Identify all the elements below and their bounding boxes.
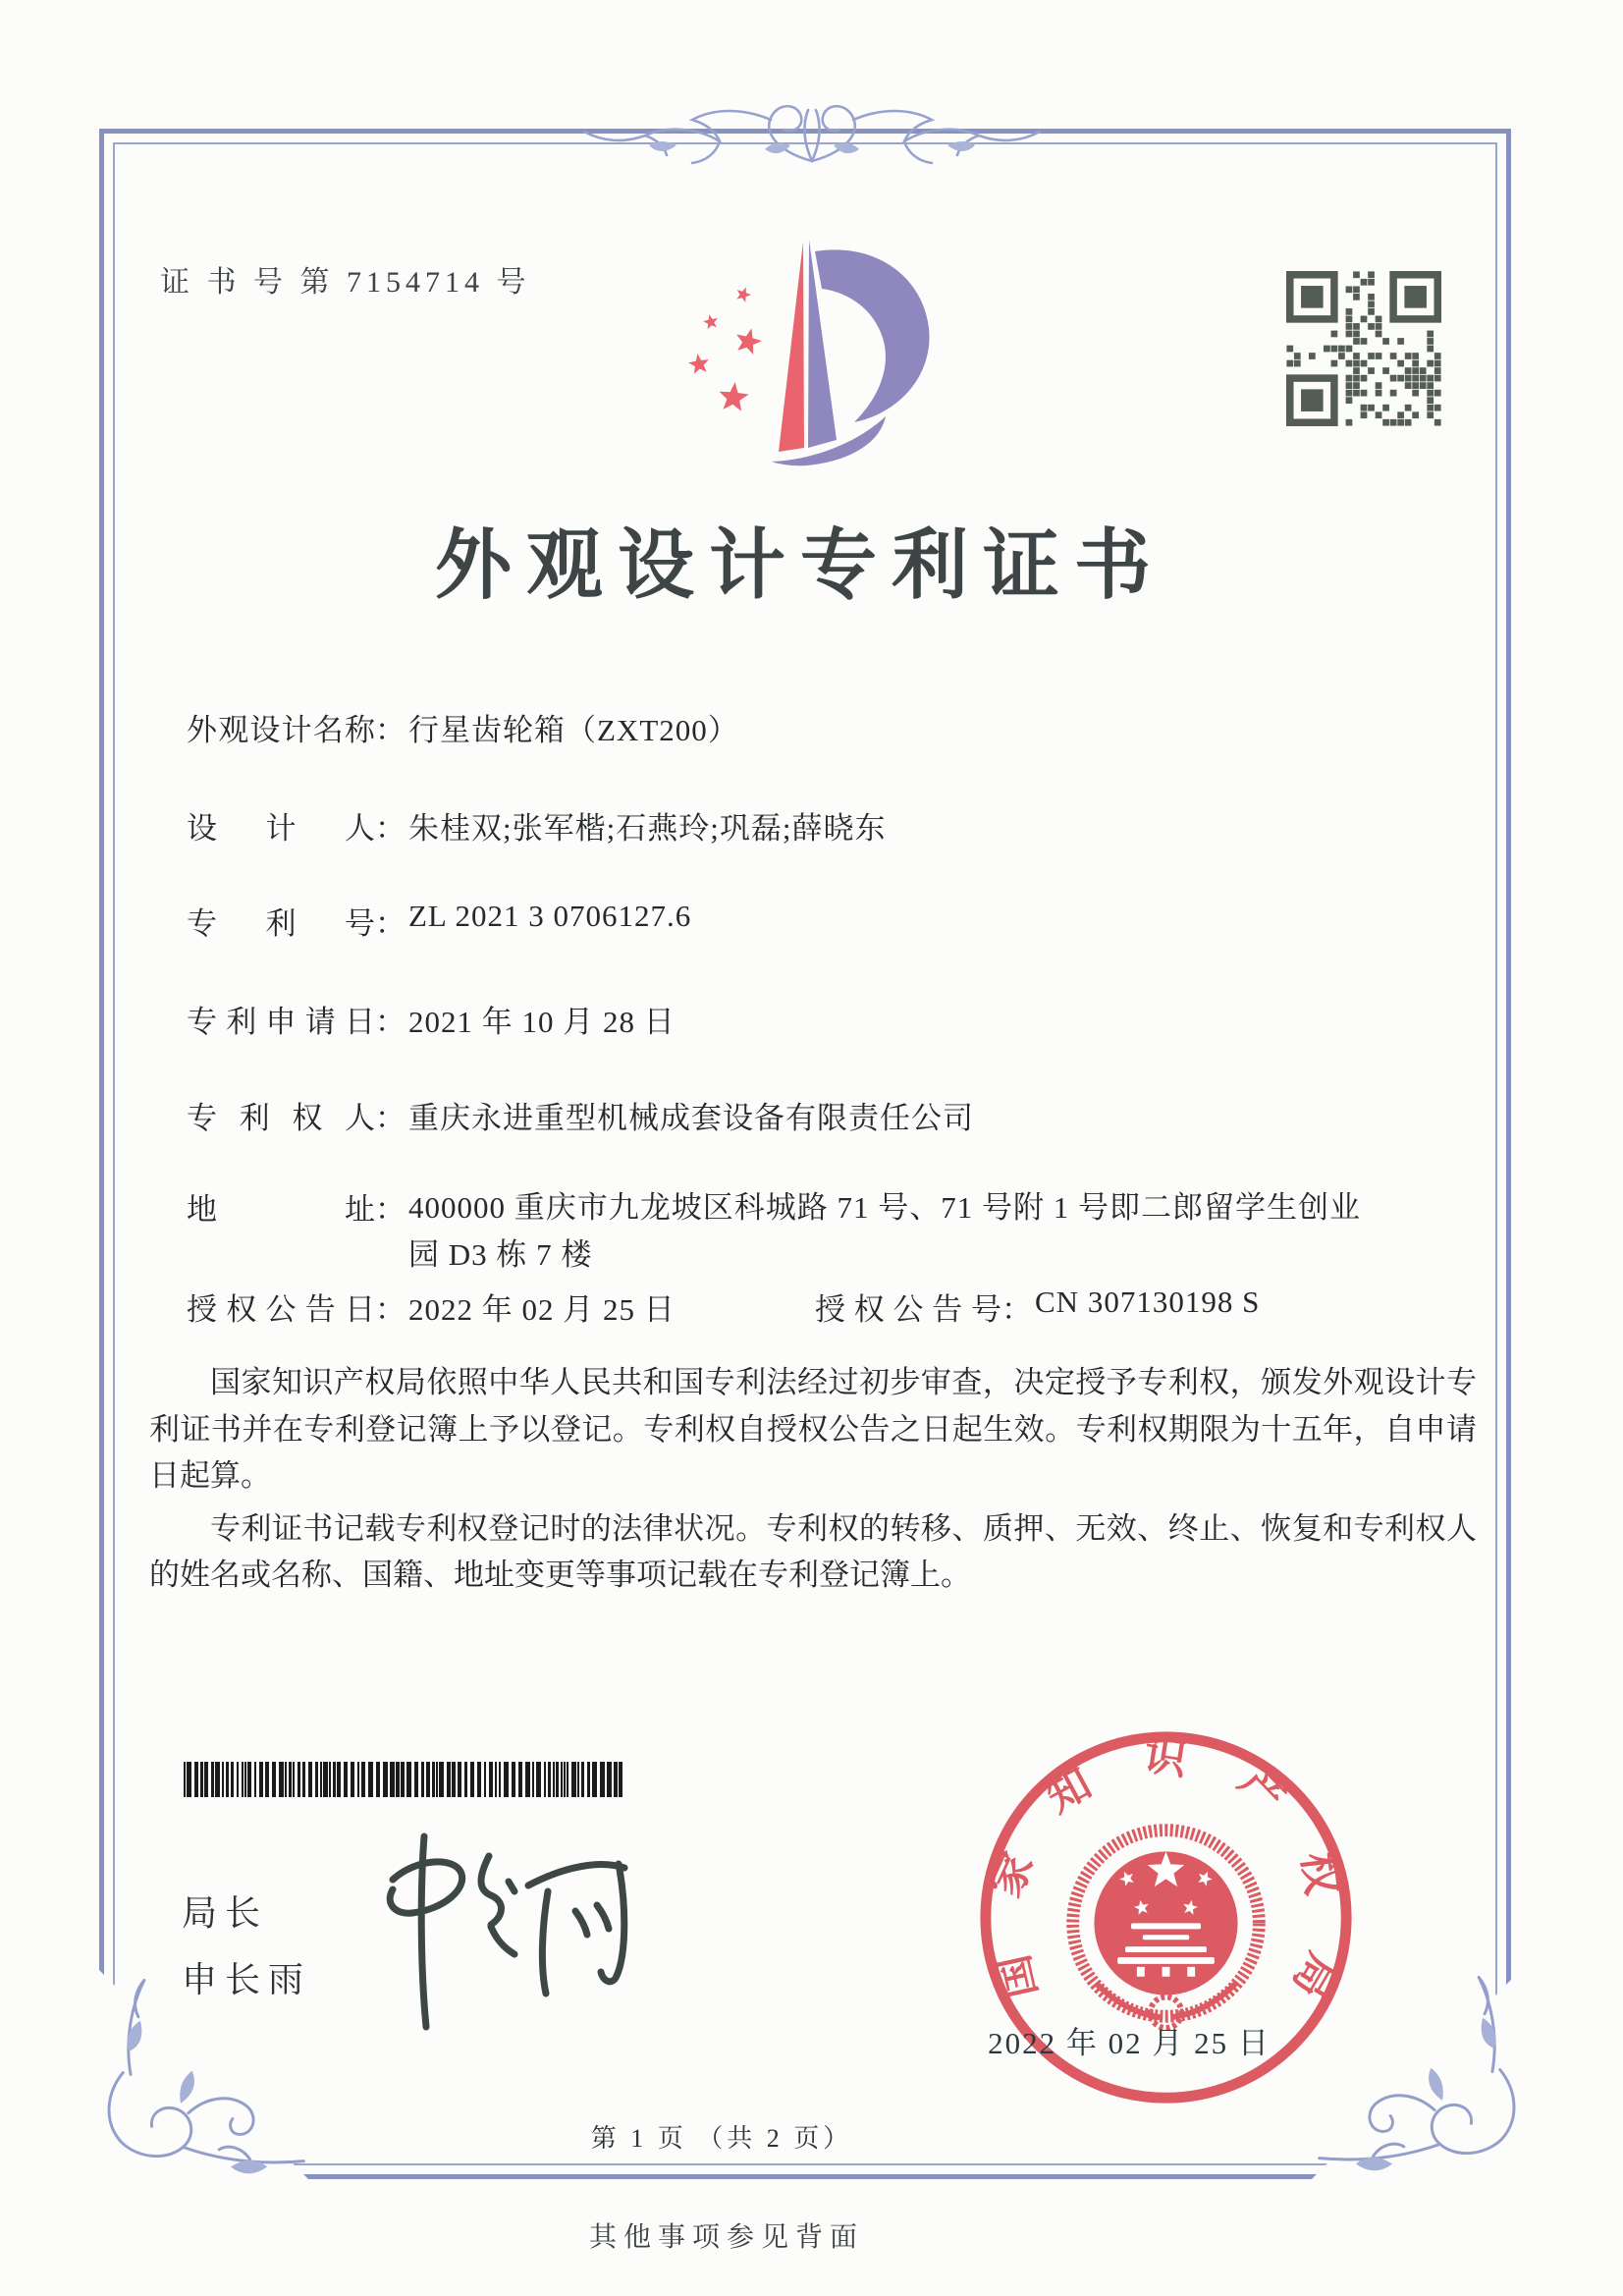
field-value: 400000 重庆市九龙坡区科城路 71 号、71 号附 1 号即二郎留学生创业园 D3 栋 7 楼 [408,1190,1361,1272]
field-label: 地址 [187,1192,375,1227]
field-colon: ： [375,713,406,747]
field-filing-date [187,997,676,1041]
page-number: 第 1 页 （共 2 页） [590,2124,853,2153]
seal-date: 2022 年 02 月 25 日 [988,2026,1271,2060]
field-label: 专利权人 [187,1101,375,1135]
qr-code [1286,271,1441,426]
field-design-name [187,705,739,749]
field-colon: ： [375,906,406,941]
field-label: 授权公告日 [187,1292,375,1327]
reverse-side-note: 其他事项参见背面 [588,2222,864,2253]
field-colon: ： [1001,1292,1032,1327]
certificate-number: 证 书 号 第 7154714 号 [160,266,531,299]
legal-paragraph-1: 国家知识产权局依照中华人民共和国专利法经过初步审查，决定授予专利权，颁发外观设计专利证书并在专利登记簿上予以登记。专利权自授权公告之日起生效。专利权期限为十五年，自申请日起算。 [149,1365,1477,1493]
field-patentee [187,1093,974,1137]
corner-ornament-bottom-left [88,1959,319,2190]
field-address [187,1184,1361,1279]
field-label: 设计人 [187,811,375,846]
field-value: 2022 年 02 月 25 日 [408,1292,676,1327]
field-label: 外观设计名称 [187,713,375,747]
top-ornament [486,84,1138,187]
logo-spire-red [779,242,804,452]
field-value: 朱桂双;张军楷;石燕玲;巩磊;薛晓东 [408,811,887,846]
barcode [184,1762,623,1797]
field-colon: ： [375,1192,406,1227]
director-signature [373,1829,638,2035]
field-label: 专利号 [187,906,375,941]
field-patent-number [187,899,691,943]
field-value: ZL 2021 3 0706127.6 [408,899,692,933]
field-colon: ： [375,811,406,846]
field-grant-date [187,1285,676,1329]
cnipa-logo [648,234,943,469]
field-label: 授权公告号 [815,1292,1001,1327]
legal-text [149,1359,1477,1605]
seal-emblem [1073,1831,1260,2028]
legal-paragraph-2: 专利证书记载专利权登记时的法律状况。专利权的转移、质押、无效、终止、恢复和专利权人的姓名或名称、国籍、地址变更等事项记载在专利登记簿上。 [149,1510,1477,1592]
director-name: 申长雨 [182,1960,312,1999]
logo-stars [688,288,762,411]
field-colon: ： [375,1005,406,1039]
field-colon: ： [375,1292,406,1327]
field-label: 专利申请日 [187,1005,375,1039]
field-value: 2021 年 10 月 28 日 [408,1005,676,1039]
field-designers [187,803,886,847]
field-colon: ： [375,1101,406,1135]
field-grant-number [815,1285,1260,1329]
field-value: 行星齿轮箱（ZXT200） [408,713,739,747]
logo-p-bowl [815,249,930,422]
director-title: 局长 [182,1893,269,1933]
field-value: CN 307130198 S [1035,1285,1261,1319]
field-value: 重庆永进重型机械成套设备有限责任公司 [408,1101,974,1135]
page-title: 外观设计专利证书 [434,522,1165,608]
seal-org-text: 国家知识产权局 [979,1731,1351,2050]
